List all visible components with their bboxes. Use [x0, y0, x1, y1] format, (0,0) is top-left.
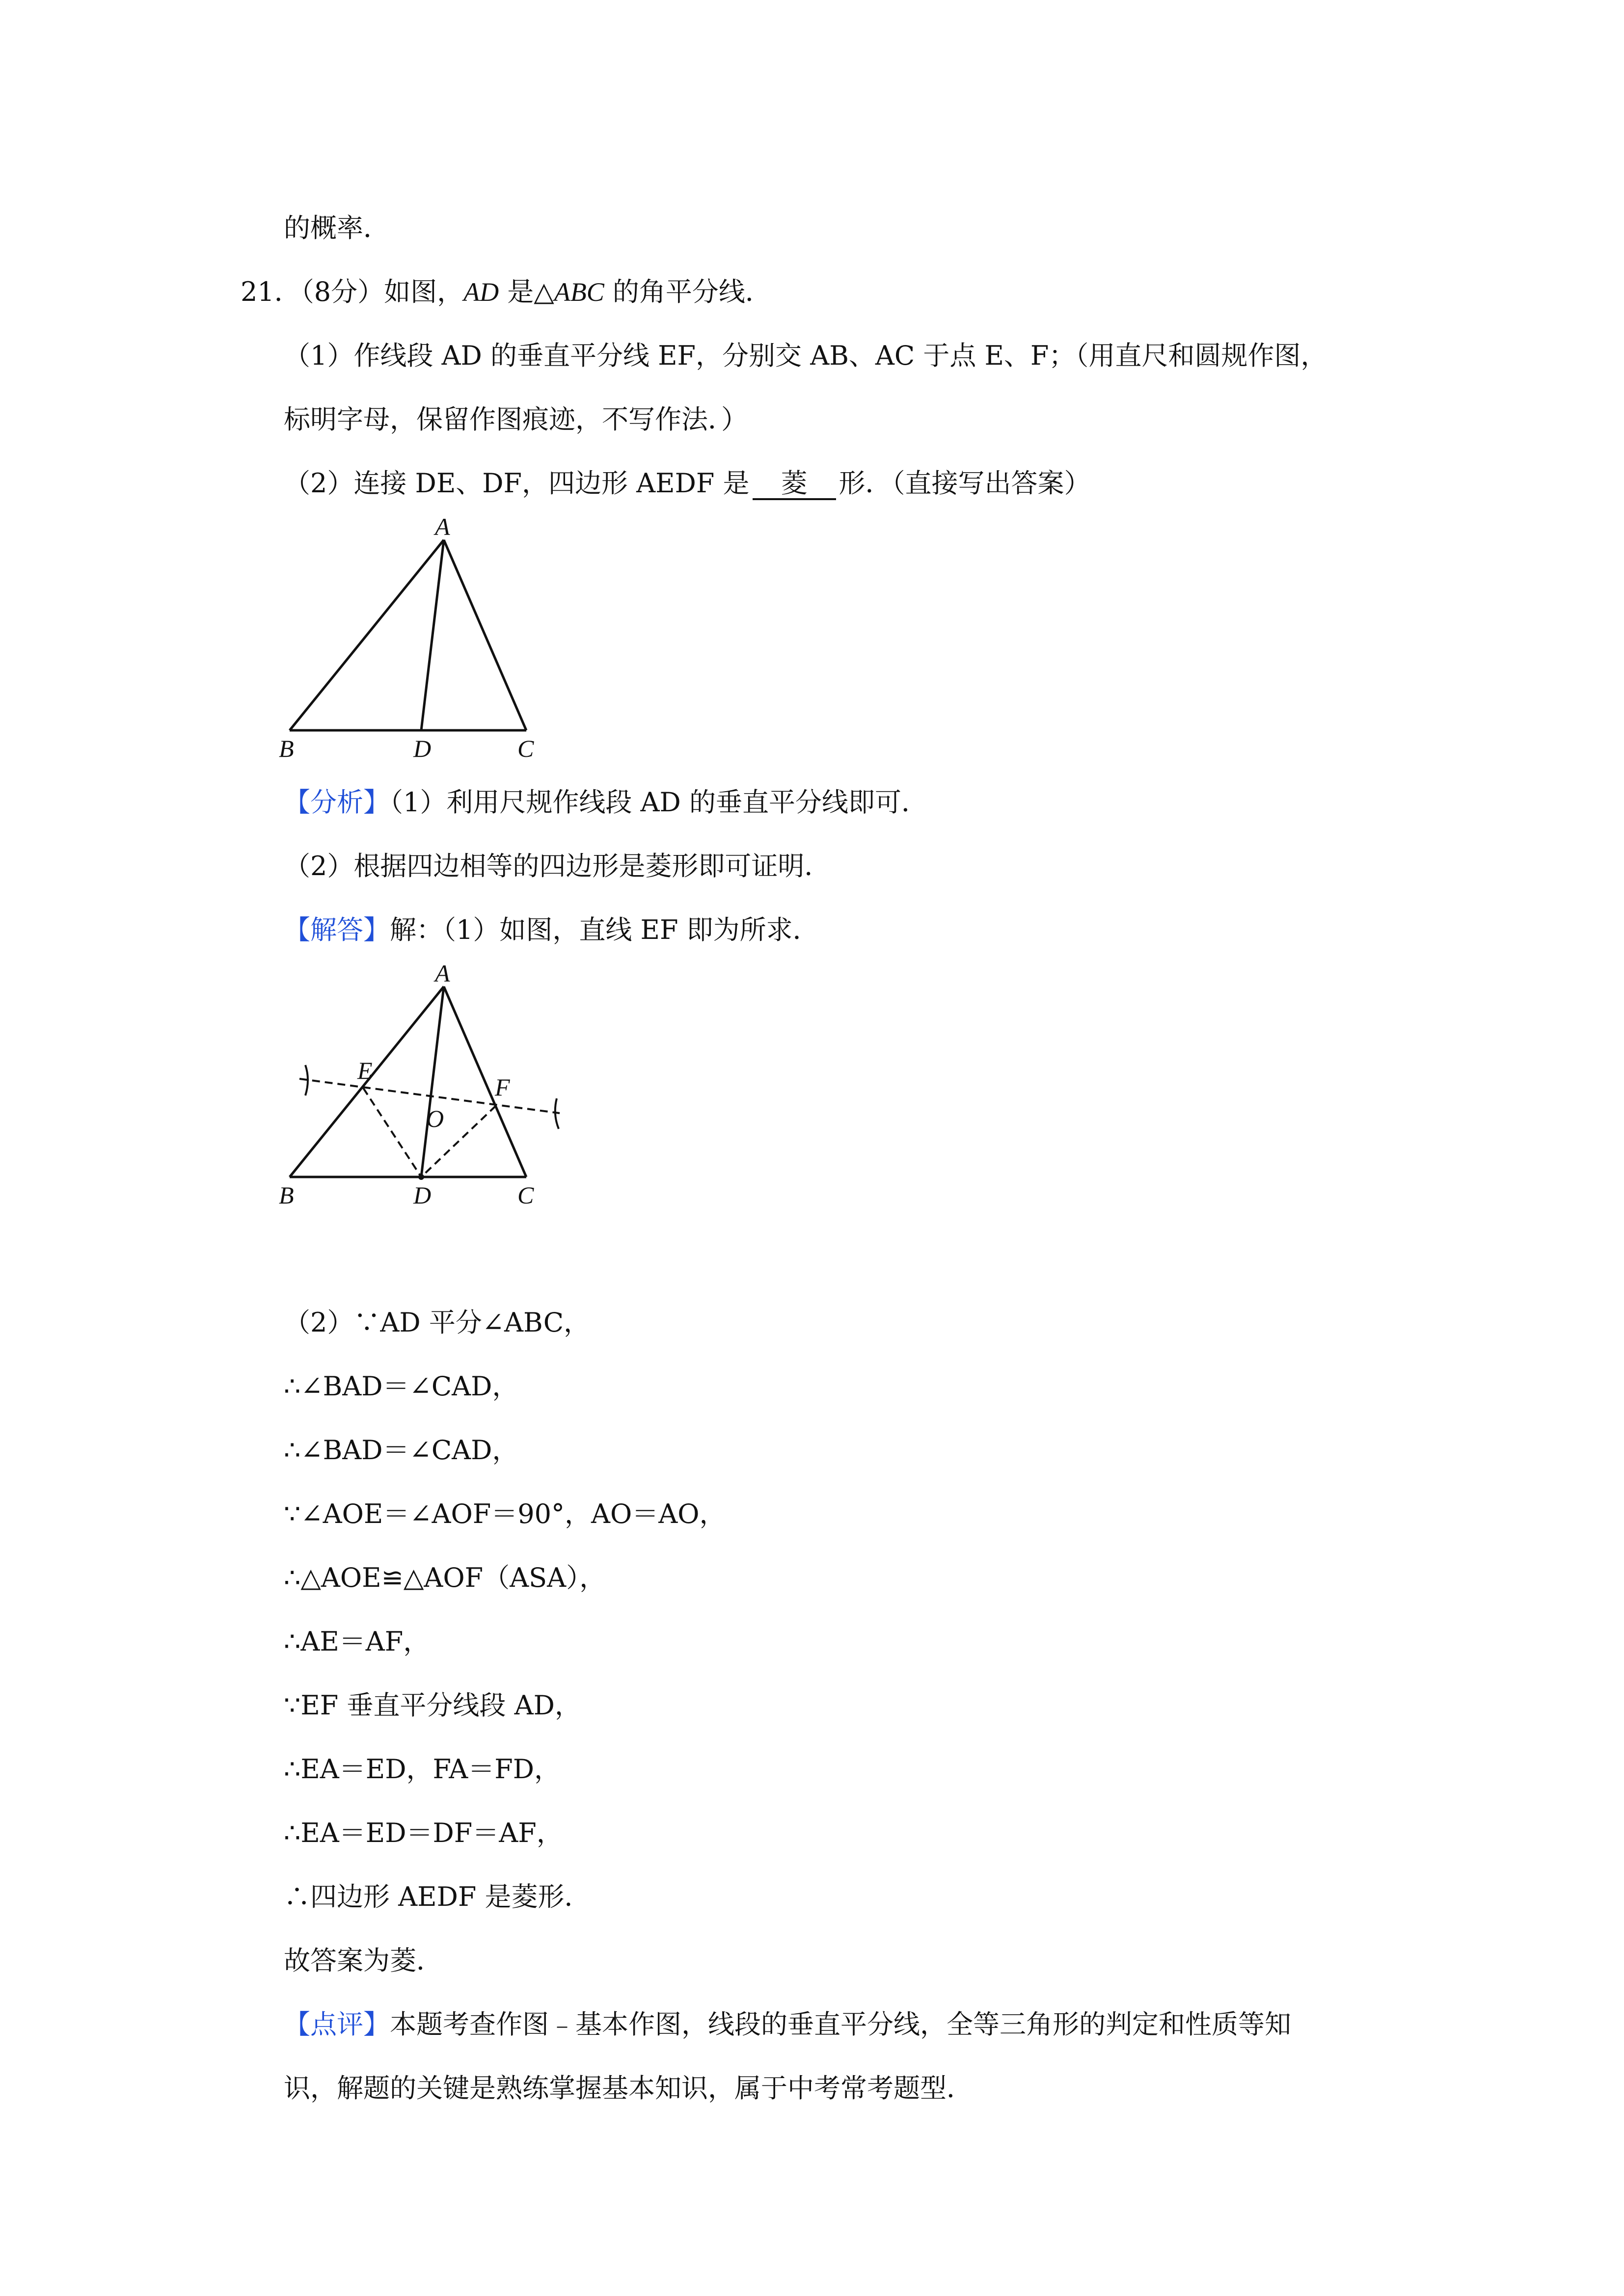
fig2-point-d [418, 1174, 424, 1180]
fig2-label-f: F [495, 1073, 510, 1101]
fig2-label-a: A [435, 960, 450, 987]
carryover-text: 的概率． [284, 213, 390, 243]
fig1-label-c: C [517, 735, 534, 762]
analysis-tag: 【分析】 [284, 787, 390, 818]
stem-text-e: 的角平分线． [604, 276, 772, 307]
stem-text-a: 如图， [384, 276, 464, 307]
comment-line1 [284, 2007, 1291, 2042]
fig1-label-b: B [279, 735, 294, 762]
solution-step: ∴四边形 AEDF 是菱形． [284, 1881, 591, 1912]
fig2-label-o: O [426, 1105, 444, 1132]
part1-line1: （1）作线段 AD 的垂直平分线 EF，分别交 AB、AC 于点 E、F；（用直尺和圆规作图， [284, 340, 1327, 371]
solution-intro-line [284, 913, 819, 947]
fig2-side-ac [444, 987, 526, 1177]
part1-line2: 标明字母，保留作图痕迹，不写作法．） [284, 404, 748, 435]
solution-step: ∵EF 垂直平分线段 AD， [284, 1690, 581, 1721]
fig1-side-ac [444, 540, 526, 730]
solution-step: ∴EA＝ED，FA＝FD， [284, 1754, 561, 1785]
stem-text-b: AD [463, 277, 499, 307]
part2-answer-blank: 菱 [753, 469, 836, 500]
solution-step: ∵∠AOE＝∠AOF＝90°，AO＝AO， [284, 1498, 726, 1529]
fig1-side-ab [290, 540, 444, 730]
fig1-segment-ad [421, 540, 444, 730]
solution-conclusion: 故答案为菱． [284, 1945, 443, 1976]
solution-step: ∴∠BAD＝∠CAD， [284, 1371, 519, 1402]
fig1-label-a: A [435, 513, 450, 540]
figure1-triangle [275, 513, 550, 775]
stem-text-d: ABC [554, 277, 604, 307]
analysis-line1 [284, 785, 928, 820]
solution-step: （2）∵AD 平分∠ABC， [284, 1307, 591, 1338]
figure2-construction [275, 960, 579, 1222]
analysis-text-1: （1）利用尺规作线段 AD 的垂直平分线即可． [390, 787, 928, 818]
solution-tag: 【解答】 [284, 914, 390, 945]
comment-text-1: 本题考查作图﹣基本作图，线段的垂直平分线，全等三角形的判定和性质等知 [390, 2009, 1291, 2040]
stem-text-c: 是△ [499, 276, 554, 307]
fig2-label-b: B [279, 1181, 294, 1209]
question-number: 21．（8分） [241, 276, 384, 307]
part2-prefix: （2）连接 DE、DF，四边形 AEDF 是 [284, 468, 750, 499]
question-stem [241, 275, 772, 309]
solution-intro: 解：（1）如图，直线 EF 即为所求． [390, 914, 819, 945]
analysis-line2: （2）根据四边相等的四边形是菱形即可证明． [284, 851, 831, 881]
comment-line2: 识，解题的关键是熟练掌握基本知识，属于中考常考题型． [284, 2073, 973, 2104]
solution-step: ∴△AOE≌△AOF（ASA）， [284, 1562, 606, 1593]
fig2-label-d: D [413, 1181, 432, 1209]
solution-step: ∴EA＝ED＝DF＝AF， [284, 1817, 563, 1848]
fig2-label-c: C [517, 1181, 534, 1209]
solution-step: ∴∠BAD＝∠CAD， [284, 1435, 519, 1466]
fig2-segment-ad [421, 987, 444, 1177]
fig1-label-d: D [413, 735, 432, 762]
fig2-label-e: E [357, 1057, 373, 1084]
comment-tag: 【点评】 [284, 2009, 390, 2040]
part2-line [284, 466, 1091, 501]
part2-suffix: 形．（直接写出答案） [839, 468, 1091, 499]
fig2-segment-ed [363, 1088, 421, 1177]
solution-step: ∴AE＝AF， [284, 1626, 430, 1657]
